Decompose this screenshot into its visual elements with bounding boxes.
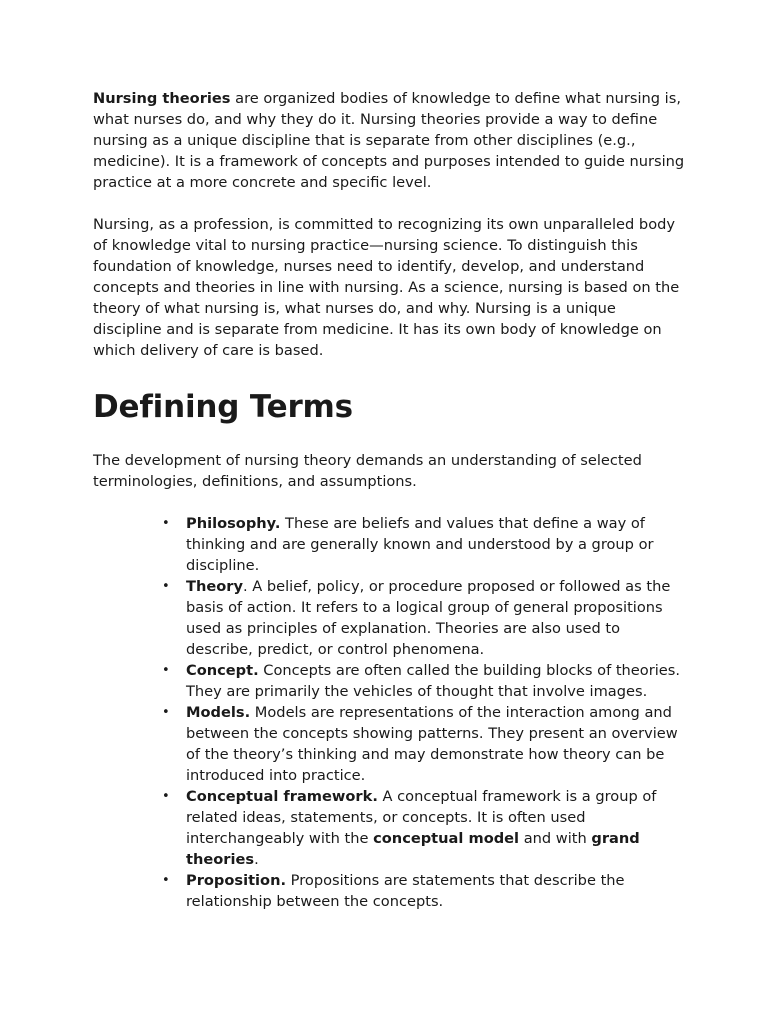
second-paragraph xyxy=(93,214,688,361)
term-text: Propositions are statements that describe the relationship between the concepts. xyxy=(186,872,625,910)
bullet-icon: • xyxy=(162,663,170,678)
list-item-concept xyxy=(162,660,688,702)
section-intro: The development of nursing theory demands an understanding of selected terminologies, definitions, and assumptions. xyxy=(93,452,642,490)
list-item-philosophy xyxy=(162,513,688,576)
term-text: These are beliefs and values that define a way of thinking and are generally known and understood by a group or discipline. xyxy=(186,515,654,574)
intro-paragraph-text: are organized bodies of knowledge to define what nursing is, what nurses do, and why they do it. Nursing theories provide a way to define nursing as a unique discipline that is separate from other disciplines (e.g., medicine). It is a framework of concepts and purposes intended to guide nursing practice at a more concrete and specific level. xyxy=(93,90,685,191)
term-text: A conceptual framework is a group of related ideas, statements, or concepts. It is often used interchangeably with the xyxy=(186,788,657,847)
term-text-end: . xyxy=(254,851,259,868)
term-label: Conceptual framework. xyxy=(186,788,378,805)
list-item-theory xyxy=(162,576,688,660)
bullet-icon: • xyxy=(162,705,170,720)
bullet-icon: • xyxy=(162,579,170,594)
second-paragraph-text: Nursing, as a profession, is committed to recognizing its own unparalleled body of knowledge vital to nursing practice—nursing science. To distinguish this foundation of knowledge, nurses need to identify, develop, and understand concepts and theories in line with nursing. As a science, nursing is based on the theory of what nursing is, what nurses do, and why. Nursing is a unique discipline and is separate from medicine. It has its own body of knowledge on which delivery of care is based. xyxy=(93,216,680,359)
list-item-conceptual-framework xyxy=(162,786,688,870)
term-label: Models. xyxy=(186,704,251,721)
bullet-icon: • xyxy=(162,873,170,888)
term-text: Concepts are often called the building blocks of theories. They are primarily the vehicles of thought that involve images. xyxy=(186,662,680,700)
list-item-models xyxy=(162,702,688,786)
list-item-proposition xyxy=(162,870,688,912)
term-text: Models are representations of the interaction among and between the concepts showing patterns. They present an overview of the theory’s thinking and may demonstrate how theory can be introduced into practice. xyxy=(186,704,678,784)
term-text: . A belief, policy, or procedure proposed or followed as the basis of action. It refers to a logical group of general propositions used as principles of explanation. Theories are also used to describe, predict, or control phenomena. xyxy=(186,578,671,658)
bullet-icon: • xyxy=(162,516,170,531)
term-label: Philosophy. xyxy=(186,515,281,532)
conceptual-model-term: conceptual model xyxy=(373,830,520,847)
section-heading: Defining Terms xyxy=(93,389,353,425)
grand-theories-term: grand theories xyxy=(186,830,640,868)
term-label: Concept. xyxy=(186,662,259,679)
terms-list xyxy=(93,513,688,912)
intro-paragraph xyxy=(93,88,688,193)
term-label: Proposition. xyxy=(186,872,287,889)
bullet-icon: • xyxy=(162,789,170,804)
intro-lead-term: Nursing theories xyxy=(93,90,231,107)
term-text-continued: and with xyxy=(519,830,592,847)
term-label: Theory xyxy=(186,578,243,595)
